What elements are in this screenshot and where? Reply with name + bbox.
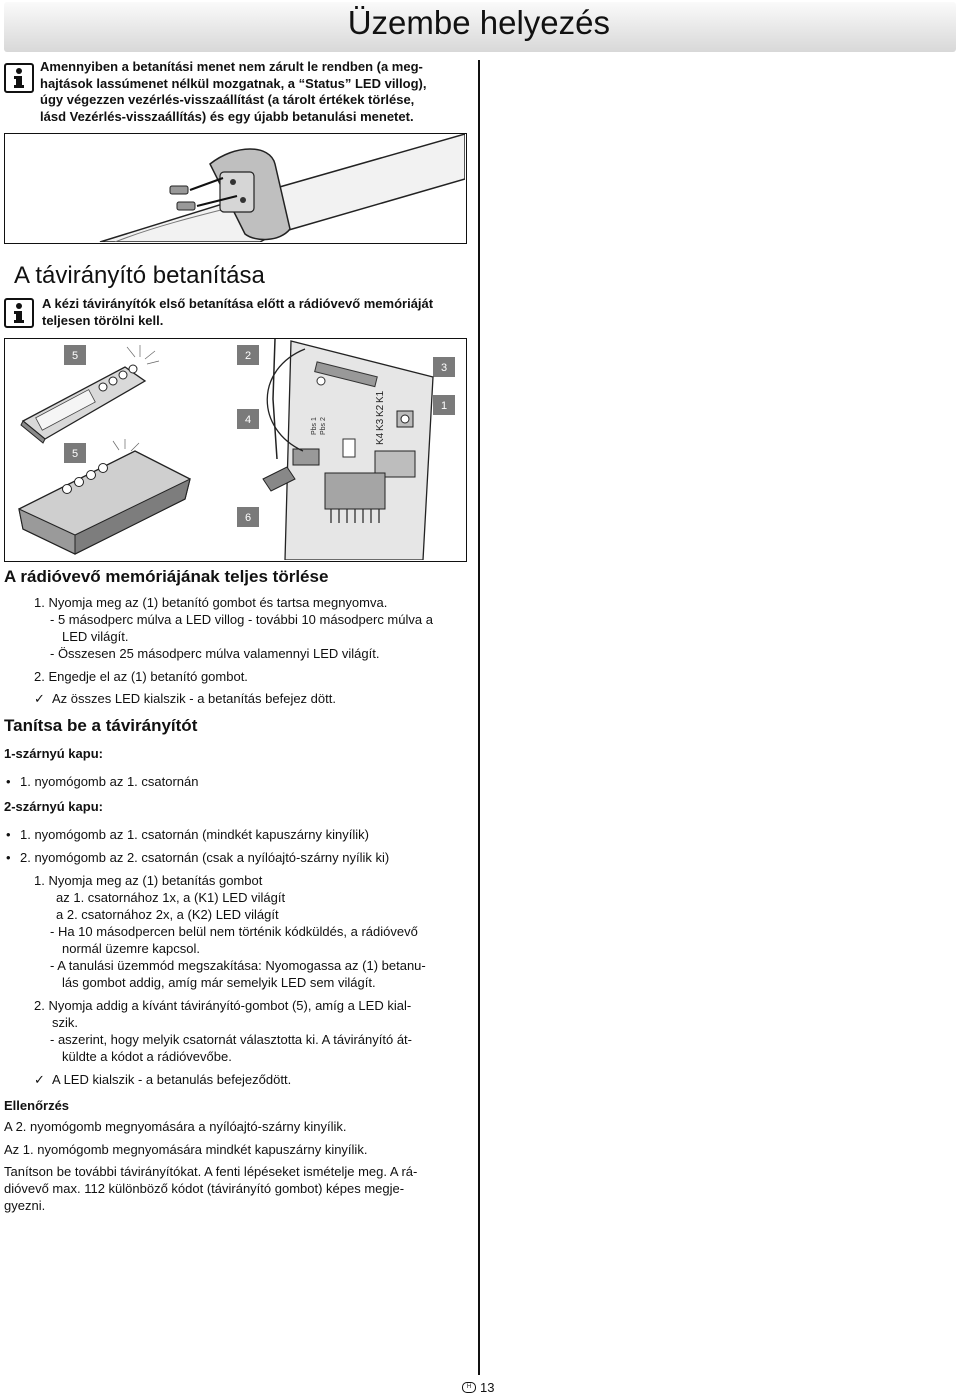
step-text: Az összes LED kialszik - a betanítás befejez dött.	[52, 691, 336, 706]
checkmark-icon: ✓	[34, 691, 45, 706]
paragraph-line: Az 1. nyomógomb megnyomására mindkét kapuszárny kinyílik.	[4, 1142, 368, 1157]
double-gate-label: 2-szárnyú kapu:	[4, 799, 103, 814]
step-text: 2. Engedje el az (1) betanító gombot.	[34, 669, 248, 684]
paragraph-line: gyezni.	[4, 1198, 46, 1213]
note-line: teljesen törölni kell.	[42, 312, 164, 328]
handheld-remote-icon	[21, 345, 159, 443]
led-k3: K3	[375, 418, 386, 431]
page-title: Üzembe helyezés	[347, 4, 610, 41]
step-text: normál üzemre kapcsol.	[62, 941, 200, 956]
step-text: 1. Nyomja meg az (1) betanítás gombot	[34, 873, 263, 888]
step-text: - Ha 10 másodpercen belül nem történik kódküldés, a rádióvevő	[50, 924, 418, 939]
step-text: 1. Nyomja meg az (1) betanító gombot és tartsa megnyomva.	[34, 595, 388, 610]
note-line: úgy végezzen vezérlés-visszaállítást (a tárolt értékek törlése,	[40, 92, 415, 107]
label-5b: 5	[71, 448, 79, 460]
bullet: •	[6, 850, 11, 865]
step-text: A LED kialszik - a betanulás befejeződött.	[52, 1072, 292, 1087]
list-item: 1. nyomógomb az 1. csatornán (mindkét kapuszárny kinyílik)	[20, 827, 369, 842]
label-pbs2: Pbs 2	[320, 417, 327, 435]
step-text: szik.	[52, 1015, 78, 1030]
step-text: - 5 másodperc múlva a LED villog - további 10 másodperc múlva a	[50, 612, 433, 627]
info-icon	[4, 298, 34, 328]
label-5a: 5	[71, 350, 79, 362]
label-pbs1: Pbs 1	[311, 417, 318, 435]
step-text: LED világít.	[62, 629, 129, 644]
warning-note	[42, 296, 433, 329]
paragraph-line: Tanítson be további távirányítókat. A fenti lépéseket ismételje meg. A rá-	[4, 1164, 418, 1179]
section-title: A távirányító betanítása	[14, 262, 265, 289]
label-6: 6	[244, 512, 252, 524]
step-text: lás gombot addig, amíg már semelyik LED sem világít.	[62, 975, 376, 990]
drive-mounting-figure	[4, 133, 467, 244]
checkmark-icon: ✓	[34, 1072, 45, 1087]
info-icon	[4, 63, 34, 93]
clear-memory-title: A rádióvevő memóriájának teljes törlése	[4, 567, 329, 586]
label-2: 2	[244, 350, 252, 362]
bullet: •	[6, 774, 11, 789]
note-line: hajtások lassúmenet nélkül mozgatnak, a “Status” LED villog),	[40, 75, 427, 91]
led-k4: K4	[375, 432, 386, 445]
warning-note	[40, 59, 426, 125]
label-4: 4	[244, 414, 252, 426]
single-gate-label: 1-szárnyú kapu:	[4, 746, 103, 761]
circuit-board-icon	[263, 339, 433, 560]
step-text: küldte a kódot a rádióvevőbe.	[62, 1049, 232, 1064]
paragraph-line: A 2. nyomógomb megnyomására a nyílóajtó-szárny kinyílik.	[4, 1119, 347, 1134]
note-line: lásd Vezérlés-visszaállítás) és egy újabb betanulási menetet.	[40, 108, 414, 124]
step-text: a 2. csatornához 2x, a (K2) LED világít	[56, 907, 279, 922]
label-1: 1	[440, 400, 448, 412]
bullet: •	[6, 827, 11, 842]
language-badge: H	[462, 1382, 476, 1393]
column-divider	[478, 60, 480, 1375]
check-title: Ellenőrzés	[4, 1098, 70, 1113]
step-text: - A tanulási üzemmód megszakítása: Nyomogassa az (1) betanu-	[50, 958, 426, 973]
note-line: A kézi távirányítók első betanítása előtt a rádióvevő memóriáját	[42, 296, 434, 311]
paragraph-line: dióvevő max. 112 különböző kódot (távirányító gombot) képes megje-	[4, 1181, 405, 1196]
led-k2: K2	[375, 404, 386, 417]
label-3: 3	[440, 362, 448, 374]
list-item: 1. nyomógomb az 1. csatornán	[20, 774, 199, 789]
step-text: - aszerint, hogy melyik csatornát választotta ki. A távirányító át-	[50, 1032, 412, 1047]
list-item: 2. nyomógomb az 2. csatornán (csak a nyílóajtó-szárny nyílik ki)	[20, 850, 390, 865]
note-line: Amennyiben a betanítási menet nem zárult le rendben (a meg-	[40, 59, 423, 74]
desk-remote-icon	[19, 439, 190, 554]
teach-title: Tanítsa be a távirányítót	[4, 716, 198, 735]
receiver-board-figure	[4, 338, 467, 562]
step-text: - Összesen 25 másodperc múlva valamennyi LED világít.	[50, 646, 380, 661]
led-k1: K1	[375, 390, 386, 403]
step-text: 2. Nyomja addig a kívánt távirányító-gombot (5), amíg a LED kial-	[34, 998, 412, 1013]
step-text: az 1. csatornához 1x, a (K1) LED világít	[56, 890, 286, 905]
page-number: 13	[480, 1380, 495, 1395]
